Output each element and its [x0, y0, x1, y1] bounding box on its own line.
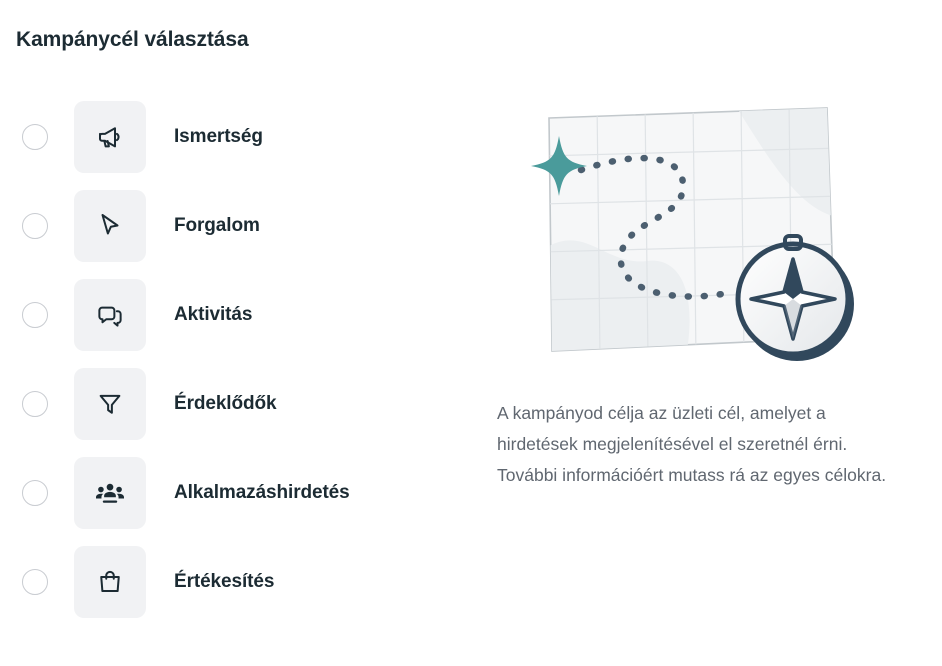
radio-traffic[interactable] [22, 213, 48, 239]
objective-label: Alkalmazáshirdetés [174, 481, 350, 503]
radio-engagement[interactable] [22, 302, 48, 328]
map-with-compass-illustration [497, 96, 907, 381]
people-icon [74, 457, 146, 529]
objective-option-sales[interactable] [16, 537, 446, 626]
objective-label: Ismertség [174, 125, 263, 147]
objective-label: Aktivitás [174, 303, 253, 325]
objective-option-leads[interactable] [16, 359, 446, 448]
shopping-bag-icon [74, 546, 146, 618]
chat-bubbles-icon [74, 279, 146, 351]
cursor-icon [74, 190, 146, 262]
objective-description: A kampányod célja az üzleti cél, amelyet a hirdetések megjelenítésével el szeretnél érni. További információért mutass rá az egyes célokra. [497, 403, 887, 485]
objective-label: Forgalom [174, 214, 260, 236]
objective-option-engagement[interactable] [16, 270, 446, 359]
page-title: Kampánycél választása [16, 28, 249, 51]
radio-awareness[interactable] [22, 124, 48, 150]
objective-option-awareness[interactable] [16, 92, 446, 181]
objective-label: Érdeklődők [174, 392, 277, 414]
radio-leads[interactable] [22, 391, 48, 417]
objective-option-app-promotion[interactable] [16, 448, 446, 537]
radio-sales[interactable] [22, 569, 48, 595]
radio-app-promotion[interactable] [22, 480, 48, 506]
megaphone-icon [74, 101, 146, 173]
objective-list [16, 92, 446, 626]
objective-label: Értékesítés [174, 570, 275, 592]
funnel-icon [74, 368, 146, 440]
objective-option-traffic[interactable] [16, 181, 446, 270]
